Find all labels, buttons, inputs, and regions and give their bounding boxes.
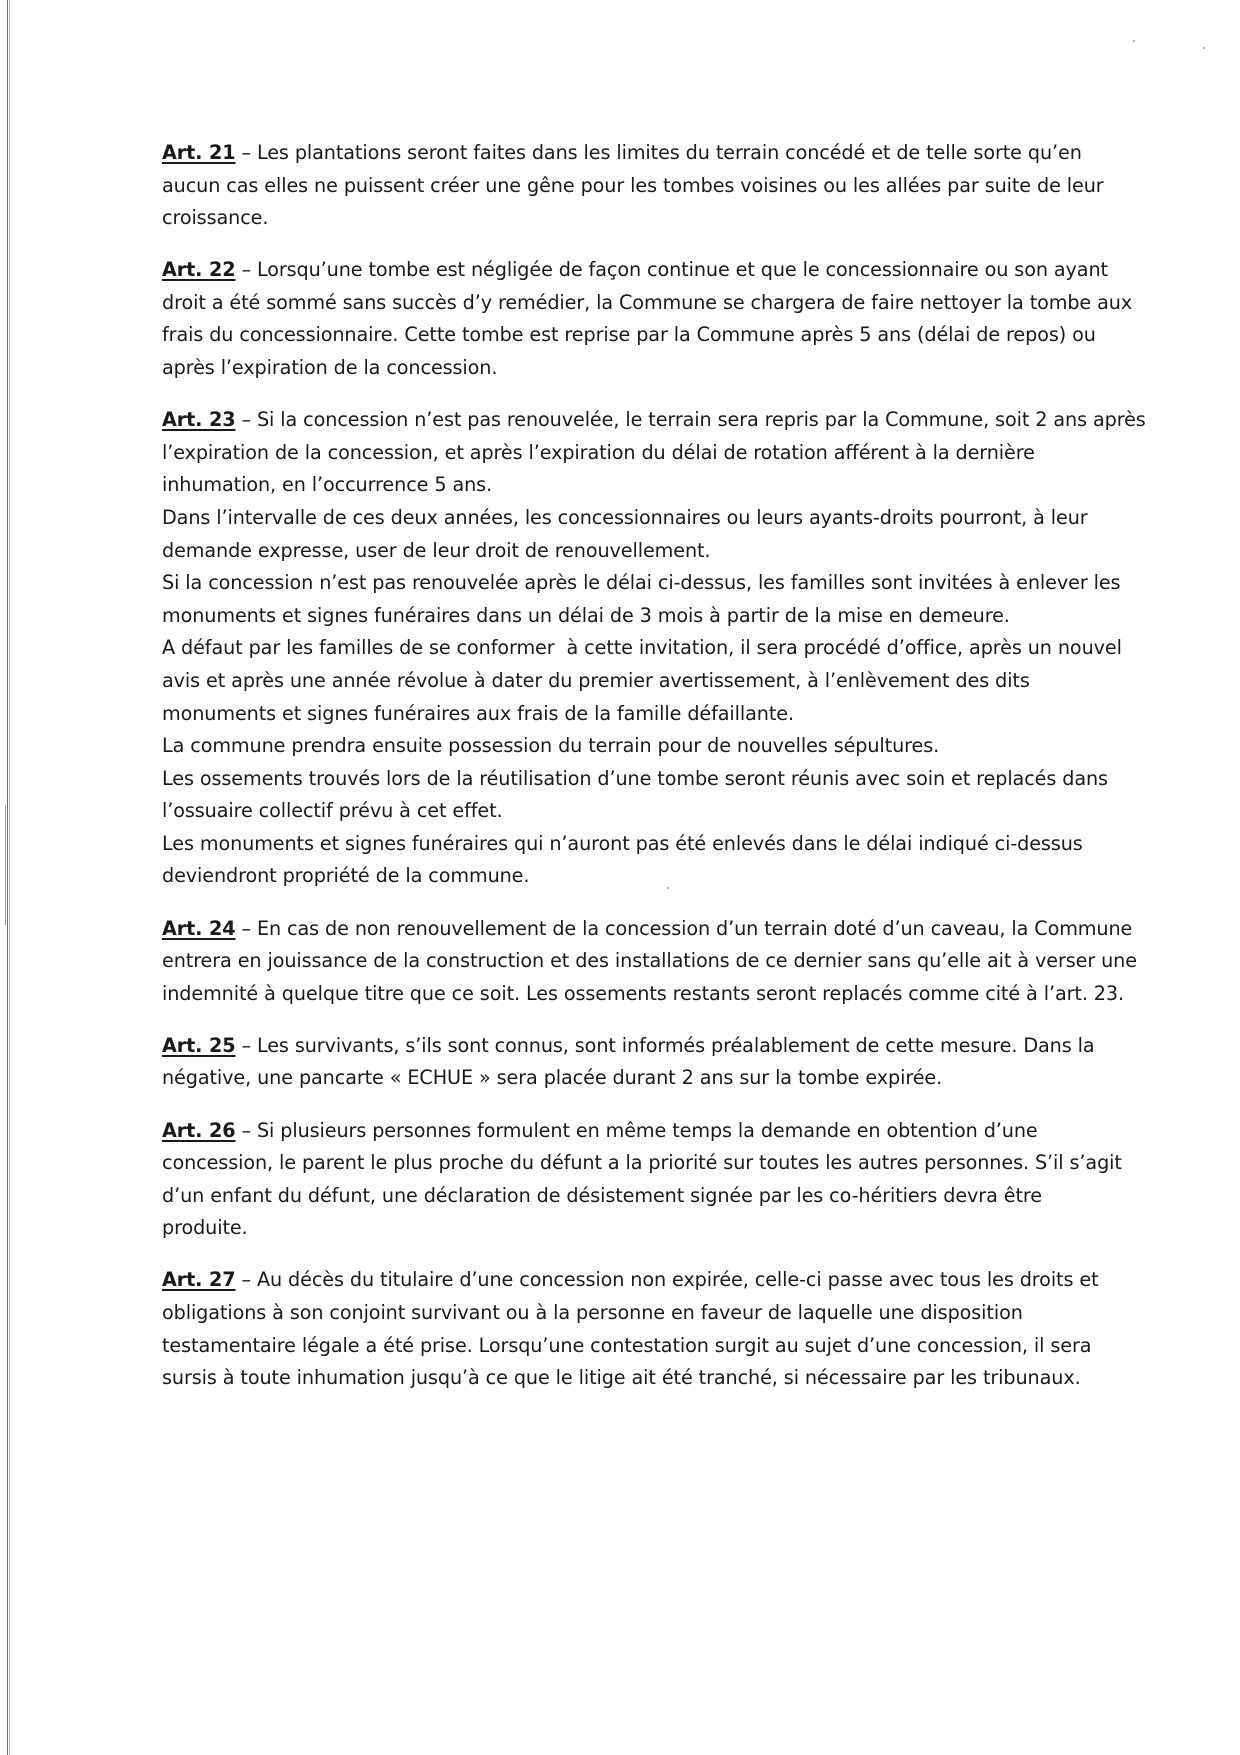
article-first-line (162, 404, 1146, 437)
article-line: croissance. (162, 206, 269, 230)
article-line: Dans l’intervalle de ces deux années, les concessionnaires ou leurs ayants-droits pourront, à leur (162, 505, 1088, 529)
article-dash: – (235, 141, 257, 164)
scan-edge-mark (5, 805, 6, 925)
article-dash: – (235, 408, 257, 432)
article-line: obligations à son conjoint survivant ou à la personne en faveur de laquelle une disposition (162, 1301, 1023, 1324)
article-line: avis et après une année révolue à dater du premier avertissement, à l’enlèvement des dits (162, 668, 1030, 692)
regulation-text (162, 137, 1146, 1414)
article-line: négative, une pancarte « ECHUE » sera placée durant 2 ans sur la tombe expirée. (162, 1066, 943, 1090)
scan-speck (1133, 40, 1135, 42)
article-label: Art. 24 (162, 916, 236, 940)
article-line: Les monuments et signes funéraires qui n’auront pas été enlevés dans le délai indiqué ci-dessus (162, 831, 1083, 855)
article-first-line (162, 1264, 1122, 1297)
article-text: Les survivants, s’ils sont connus, sont informés préalablement de cette mesure. Dans la (256, 1033, 1095, 1057)
article-line: A défaut par les familles de se conformer à cette invitation, il sera procédé d’office, après un nouvel (162, 636, 1122, 660)
article-line: l’ossuaire collectif prévu à cet effet. (162, 799, 503, 823)
article-text: Au décès du titulaire d’une concession non expirée, celle-ci passe avec tous les droits et (256, 1268, 1099, 1292)
scan-speck (1203, 47, 1205, 49)
article-line: entrera en jouissance de la construction et des installations de ce dernier sans qu’elle ait à verser une (162, 949, 1137, 973)
article-paragraph (162, 1030, 1122, 1095)
article-line: Si la concession n’est pas renouvelée après le délai ci-dessus, les familles sont invitées à enlever les (162, 571, 1121, 595)
article-line: après l’expiration de la concession. (162, 356, 498, 380)
article-line: Les ossements trouvés lors de la réutilisation d’une tombe seront réunis avec soin et replacés dans (162, 766, 1108, 790)
article-line: testamentaire légale a été prise. Lorsqu’une contestation surgit au sujet d’une concession, il sera (162, 1333, 1092, 1357)
article-label: Art. 21 (162, 141, 236, 164)
article-first-line (162, 1030, 1122, 1063)
article-text: Les plantations seront faites dans les limites du terrain concédé et de telle sorte qu’en (256, 141, 1082, 164)
article-line: monuments et signes funéraires dans un délai de 3 mois à partir de la mise en demeure. (162, 603, 1010, 627)
article-line: inhumation, en l’occurrence 5 ans. (162, 473, 493, 497)
article-line: concession, le parent le plus proche du défunt a la priorité sur toutes les autres personnes. S’il s’agit (162, 1151, 1122, 1175)
article-line: La commune prendra ensuite possession du terrain pour de nouvelles sépultures. (162, 734, 940, 758)
article-first-line (162, 254, 1122, 287)
article-first-line (162, 913, 1133, 946)
article-paragraph (162, 913, 1137, 1011)
article-line: frais du concessionnaire. Cette tombe est reprise par la Commune après 5 ans (délai de repos) ou (162, 323, 1096, 347)
article-label: Art. 27 (162, 1268, 236, 1292)
article-first-line (162, 137, 1122, 170)
article-line: droit a été sommé sans succès d’y remédier, la Commune se chargera de faire nettoyer la tombe aux (162, 290, 1133, 314)
article-dash: – (235, 1033, 257, 1057)
article-line: deviendront propriété de la commune. (162, 864, 530, 888)
article-text: Lorsqu’une tombe est négligée de façon continue et que le concessionnaire ou son ayant (256, 258, 1108, 282)
article-paragraph (162, 254, 1133, 384)
scan-edge-shadow (9, 0, 10, 1755)
article-paragraph (162, 404, 1146, 893)
article-first-line (162, 1115, 1122, 1148)
article-label: Art. 26 (162, 1118, 236, 1142)
article-line: indemnité à quelque titre que ce soit. Les ossements restants seront replacés comme cité à l’art. 23. (162, 981, 1125, 1005)
article-text: Si la concession n’est pas renouvelée, le terrain sera repris par la Commune, soit 2 ans après (256, 408, 1146, 432)
article-label: Art. 22 (162, 258, 236, 282)
article-dash: – (235, 1118, 257, 1142)
article-line: monuments et signes funéraires aux frais de la famille défaillante. (162, 701, 794, 725)
article-line: aucun cas elles ne puissent créer une gêne pour les tombes voisines ou les allées par suite de leur (162, 173, 1104, 197)
article-paragraph (162, 1264, 1122, 1394)
article-dash: – (235, 1268, 257, 1292)
article-text: En cas de non renouvellement de la concession d’un terrain doté d’un caveau, la Commune (256, 916, 1133, 940)
article-line: l’expiration de la concession, et après l’expiration du délai de rotation afférent à la dernière (162, 440, 1035, 464)
article-line: sursis à toute inhumation jusqu’à ce que le litige ait été tranché, si nécessaire par les tribunaux. (162, 1366, 1081, 1390)
article-label: Art. 25 (162, 1033, 236, 1057)
article-paragraph (162, 137, 1122, 235)
article-dash: – (235, 916, 257, 940)
article-line: produite. (162, 1216, 248, 1240)
article-dash: – (235, 258, 257, 282)
article-line: demande expresse, user de leur droit de renouvellement. (162, 538, 711, 562)
article-label: Art. 23 (162, 408, 236, 432)
scan-edge-line (7, 0, 8, 1755)
article-paragraph (162, 1115, 1122, 1245)
article-line: d’un enfant du défunt, une déclaration de désistement signée par les co-héritiers devra être (162, 1183, 1042, 1207)
article-text: Si plusieurs personnes formulent en même temps la demande en obtention d’une (256, 1118, 1038, 1142)
